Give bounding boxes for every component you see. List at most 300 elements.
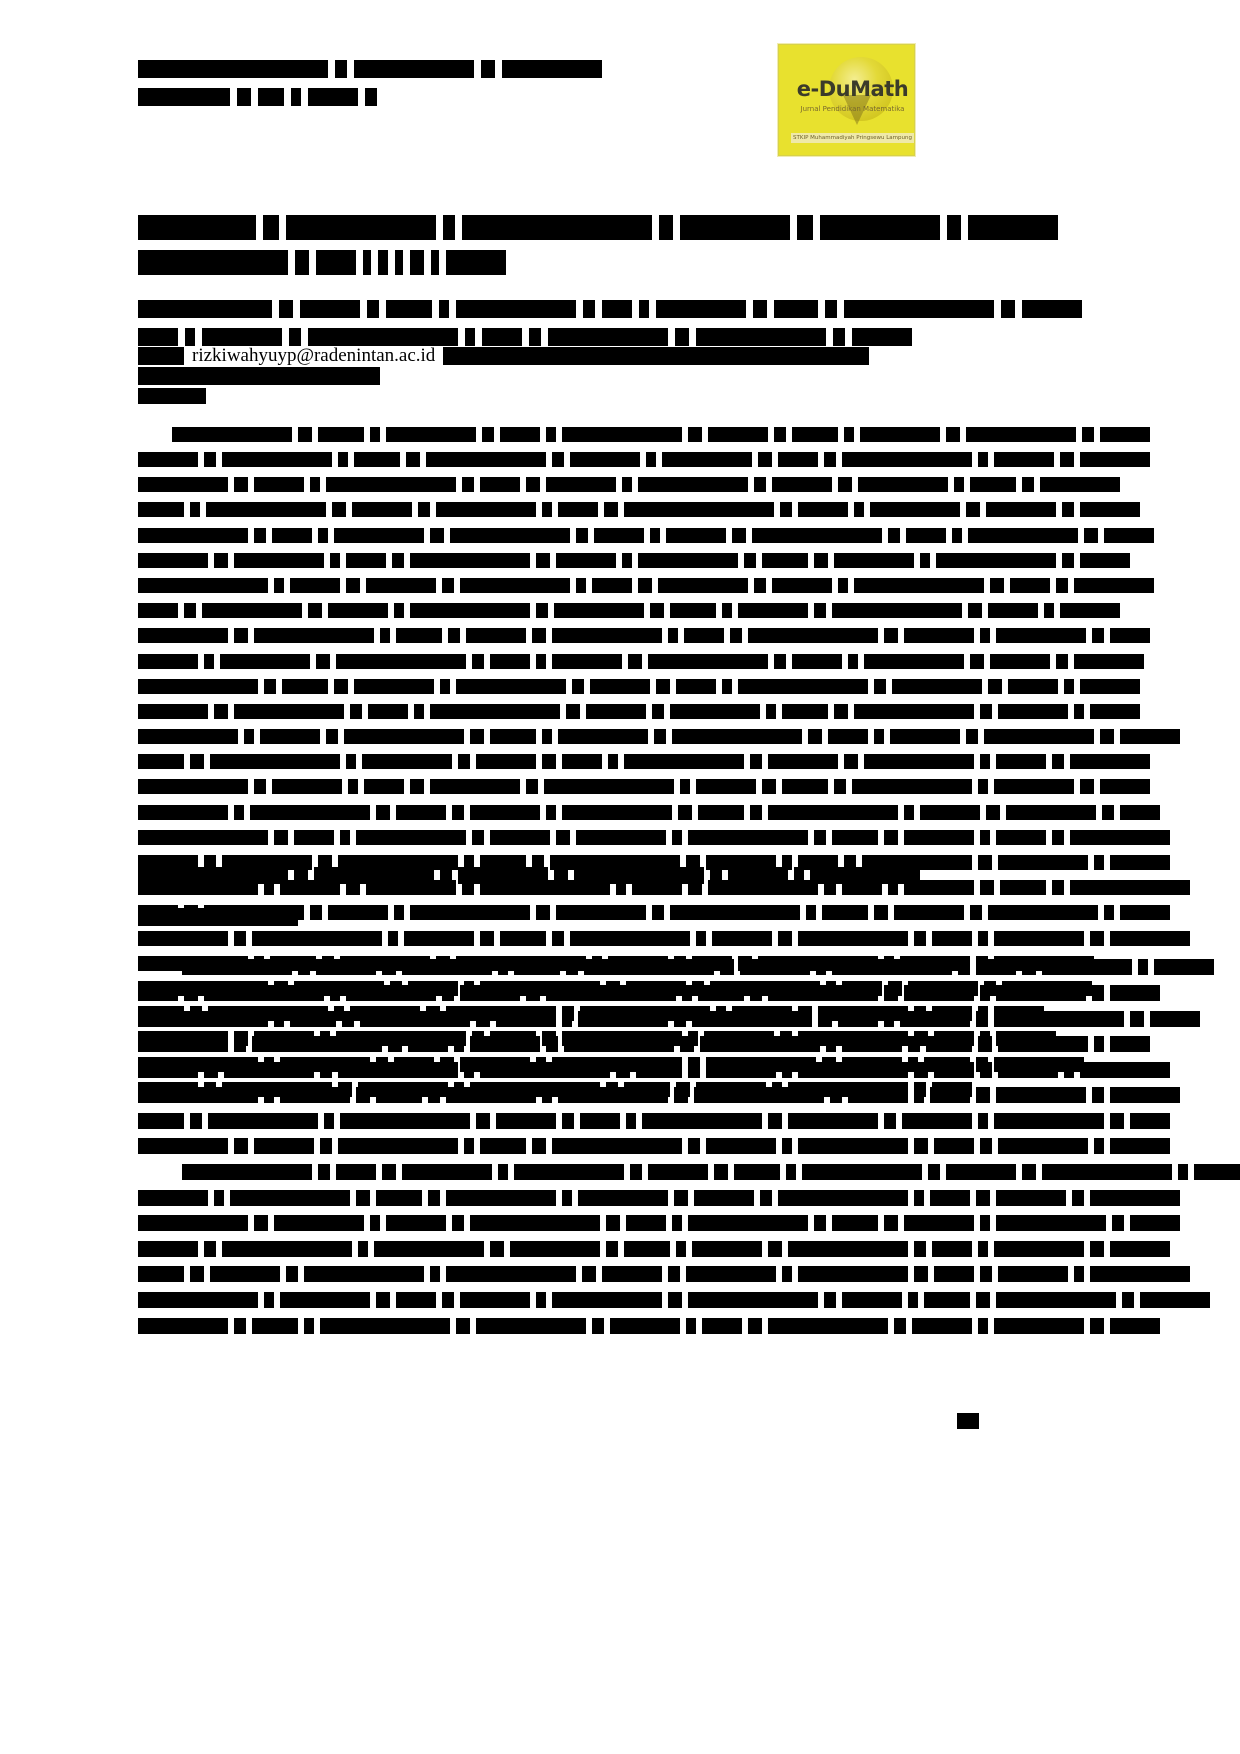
redacted-word	[978, 931, 988, 946]
redacted-word	[410, 779, 424, 794]
redacted-word	[674, 1190, 688, 1206]
redacted-word	[1070, 754, 1150, 769]
redacted-word	[454, 1036, 464, 1052]
redacted-word	[688, 1215, 808, 1231]
redacted-word	[490, 1241, 504, 1257]
redacted-word	[204, 1241, 216, 1257]
redacted-word	[222, 452, 332, 467]
redacted-word	[978, 1036, 992, 1052]
redacted-word	[346, 754, 356, 769]
redacted-word	[768, 805, 898, 820]
redacted-word	[408, 1036, 448, 1052]
redacted-word	[138, 1266, 184, 1282]
redacted-word	[546, 985, 676, 1001]
redacted-word	[1094, 1138, 1104, 1154]
redacted-line	[138, 677, 993, 695]
redacted-word	[370, 427, 380, 442]
redacted-word	[980, 1215, 990, 1231]
redacted-word	[138, 1190, 208, 1206]
redacted-word	[686, 1266, 776, 1282]
redacted-word	[354, 452, 400, 467]
redacted-word	[442, 985, 454, 1001]
email-prefix-redaction	[138, 347, 184, 364]
redacted-word	[410, 603, 530, 618]
redacted-word	[844, 754, 858, 769]
redacted-word	[976, 959, 1016, 975]
redacted-word	[874, 729, 884, 744]
redacted-word	[668, 1266, 680, 1282]
redacted-word	[768, 1113, 782, 1129]
redacted-word	[1074, 578, 1154, 593]
redacted-word	[254, 528, 266, 543]
redacted-word	[788, 1113, 878, 1129]
redacted-word	[1070, 830, 1170, 845]
redacted-word	[138, 477, 228, 492]
redacted-word	[1104, 905, 1114, 920]
redacted-word	[308, 88, 358, 106]
redacted-word	[558, 729, 648, 744]
redacted-word	[250, 805, 370, 820]
redacted-word	[980, 830, 990, 845]
redacted-word	[670, 603, 716, 618]
redacted-word	[762, 779, 776, 794]
redacted-word	[870, 502, 960, 517]
redacted-word	[546, 427, 556, 442]
redacted-word	[460, 578, 570, 593]
redacted-word	[308, 328, 458, 346]
redacted-word	[852, 779, 972, 794]
redacted-word	[662, 452, 752, 467]
redacted-word	[672, 830, 682, 845]
redacted-word	[356, 1190, 370, 1206]
redacted-word	[990, 578, 1004, 593]
redacted-word	[138, 779, 248, 794]
redacted-word	[1052, 880, 1064, 895]
redacted-word	[1090, 1266, 1190, 1282]
redacted-word	[318, 427, 364, 442]
redacted-word	[138, 60, 328, 78]
redacted-word	[994, 1011, 1124, 1027]
redacted-word	[254, 628, 374, 643]
redacted-word	[780, 502, 792, 517]
redacted-word	[346, 578, 360, 593]
redacted-line	[138, 1265, 998, 1283]
redacted-word	[978, 1241, 988, 1257]
redacted-word	[446, 1087, 536, 1103]
redacted-word	[138, 1036, 228, 1052]
redacted-word	[926, 1036, 972, 1052]
redacted-word	[914, 1190, 924, 1206]
redacted-word	[536, 603, 548, 618]
redacted-word	[902, 1113, 972, 1129]
redacted-word	[706, 1138, 776, 1154]
redacted-word	[138, 502, 184, 517]
redacted-word	[294, 867, 308, 884]
redacted-word	[1090, 931, 1104, 946]
redacted-word	[754, 578, 766, 593]
redacted-word	[394, 603, 404, 618]
redacted-word	[696, 931, 706, 946]
redacted-word	[994, 931, 1084, 946]
redacted-word	[532, 628, 546, 643]
redacted-line	[138, 828, 993, 846]
redacted-word	[768, 754, 838, 769]
redacted-word	[536, 553, 550, 568]
redacted-word	[734, 1164, 780, 1180]
redacted-word	[832, 959, 952, 975]
redacted-word	[481, 60, 495, 78]
redacted-word	[326, 477, 456, 492]
redacted-word	[360, 1011, 470, 1027]
redacted-word	[365, 88, 377, 106]
redacted-word	[138, 215, 256, 240]
redacted-word	[254, 1215, 268, 1231]
redacted-word	[966, 729, 978, 744]
redacted-line	[138, 1035, 998, 1053]
redacted-word	[602, 300, 632, 318]
redacted-word	[464, 1138, 474, 1154]
redacted-word	[456, 679, 566, 694]
redacted-word	[548, 328, 668, 346]
redacted-word	[842, 452, 972, 467]
redacted-word	[1104, 528, 1154, 543]
redacted-word	[894, 905, 964, 920]
redacted-word	[562, 1190, 572, 1206]
redacted-word	[414, 704, 424, 719]
redacted-word	[138, 628, 228, 643]
corresponding-email-row	[138, 345, 968, 369]
redacted-word	[654, 729, 666, 744]
redacted-word	[628, 654, 642, 669]
redacted-word	[786, 1164, 796, 1180]
redacted-word	[832, 1215, 878, 1231]
redacted-word	[286, 1266, 298, 1282]
redacted-line	[138, 551, 993, 569]
redacted-word	[682, 985, 692, 1001]
redacted-word	[952, 528, 962, 543]
redacted-word	[772, 578, 832, 593]
redacted-word	[430, 704, 560, 719]
redacted-word	[760, 1190, 772, 1206]
redacted-word	[476, 1011, 490, 1027]
redacted-word	[258, 367, 328, 385]
redacted-word	[698, 805, 744, 820]
redacted-word	[1110, 1241, 1170, 1257]
redacted-line	[138, 1214, 998, 1232]
redacted-word	[630, 1164, 642, 1180]
redacted-line	[138, 627, 993, 645]
redacted-word	[536, 654, 546, 669]
redacted-word	[554, 603, 644, 618]
redacted-word	[346, 553, 386, 568]
redacted-word	[914, 1138, 928, 1154]
redacted-word	[1074, 704, 1084, 719]
redacted-word	[404, 931, 474, 946]
redacted-word	[386, 300, 432, 318]
redacted-word	[1110, 855, 1170, 870]
redacted-word	[480, 477, 520, 492]
redacted-word	[864, 754, 974, 769]
redacted-word	[696, 779, 756, 794]
redacted-word	[340, 830, 350, 845]
redacted-word	[676, 1241, 686, 1257]
redacted-word	[656, 679, 670, 694]
redacted-word	[936, 553, 1056, 568]
redacted-word	[1062, 502, 1074, 517]
redacted-word	[1000, 880, 1046, 895]
redacted-word	[816, 959, 826, 975]
redacted-word	[768, 1318, 888, 1334]
redacted-word	[138, 1138, 228, 1154]
redacted-word	[1140, 1292, 1210, 1308]
redacted-word	[234, 805, 244, 820]
redacted-word	[668, 628, 678, 643]
redacted-word	[980, 985, 990, 1001]
redacted-word	[1110, 931, 1190, 946]
redacted-word	[1154, 959, 1214, 975]
redacted-word	[1044, 603, 1054, 618]
redacted-word	[342, 1011, 354, 1027]
redacted-word	[650, 603, 664, 618]
redacted-word	[854, 704, 974, 719]
redacted-word	[996, 985, 1086, 1001]
redacted-word	[1110, 985, 1160, 1001]
redacted-word	[1042, 1164, 1172, 1180]
page-number	[957, 1413, 979, 1429]
redacted-word	[190, 1113, 202, 1129]
redacted-word	[382, 959, 396, 975]
redacted-word	[558, 1087, 668, 1103]
redacted-word	[594, 528, 644, 543]
redacted-word	[378, 250, 388, 275]
redacted-word	[748, 628, 878, 643]
redacted-word	[934, 1266, 974, 1282]
redacted-word	[658, 578, 748, 593]
redacted-word	[884, 985, 898, 1001]
redacted-word	[382, 1164, 396, 1180]
redacted-word	[224, 1062, 314, 1078]
redacted-word	[608, 754, 618, 769]
redacted-word	[320, 1062, 332, 1078]
redacted-word	[832, 603, 962, 618]
redacted-line	[138, 702, 993, 720]
redacted-word	[1178, 1164, 1188, 1180]
redacted-word	[500, 931, 546, 946]
redacted-word	[624, 1241, 670, 1257]
redacted-word	[406, 452, 420, 467]
redacted-word	[782, 1138, 792, 1154]
redacted-word	[678, 805, 692, 820]
redacted-word	[320, 1138, 332, 1154]
redacted-word	[990, 654, 1050, 669]
redacted-word	[622, 553, 632, 568]
redacted-word	[564, 1036, 674, 1052]
redacted-word	[968, 528, 1078, 543]
redacted-word	[708, 427, 768, 442]
redacted-word	[1084, 528, 1098, 543]
redacted-line	[138, 1137, 998, 1155]
redacted-word	[336, 654, 466, 669]
redacted-word	[986, 805, 1000, 820]
redacted-word	[466, 628, 526, 643]
redacted-word	[1064, 1062, 1074, 1078]
redacted-word	[934, 1138, 974, 1154]
redacted-word	[688, 1062, 700, 1078]
redacted-word	[996, 1087, 1086, 1103]
redacted-word	[844, 300, 994, 318]
redacted-word	[364, 779, 404, 794]
redacted-word	[860, 427, 940, 442]
redacted-word	[783, 347, 795, 365]
redacted-word	[248, 367, 258, 385]
redacted-word	[185, 328, 195, 346]
redacted-word	[477, 347, 489, 365]
redacted-word	[328, 367, 340, 385]
redacted-word	[138, 1241, 198, 1257]
redacted-word	[1080, 452, 1150, 467]
redacted-word	[234, 931, 246, 946]
redacted-word	[260, 729, 320, 744]
redacted-word	[606, 1241, 618, 1257]
logo-footer-text: STKIP Muhammadiyah Pringsewu Lampung	[791, 133, 914, 143]
redacted-word	[792, 654, 842, 669]
redacted-word	[686, 1318, 696, 1334]
redacted-word	[693, 347, 783, 365]
redacted-word	[680, 779, 690, 794]
redacted-word	[190, 754, 204, 769]
redacted-word	[1102, 805, 1114, 820]
redacted-word	[184, 603, 196, 618]
redacted-word	[848, 654, 858, 669]
redacted-word	[452, 1215, 464, 1231]
logo-subtitle-text: Jurnal Pendidikan Matematika	[800, 105, 905, 113]
redacted-word	[914, 1241, 926, 1257]
redacted-word	[210, 1266, 280, 1282]
redacted-line	[138, 1060, 998, 1078]
redacted-line	[138, 929, 993, 947]
redacted-word	[552, 452, 564, 467]
redacted-word	[446, 1266, 576, 1282]
redacted-word	[740, 959, 810, 975]
redacted-word	[958, 959, 970, 975]
redacted-word	[272, 779, 342, 794]
redacted-word	[138, 328, 178, 346]
redacted-word	[234, 1036, 246, 1052]
redacted-word	[1110, 1113, 1124, 1129]
redacted-word	[318, 1164, 330, 1180]
redacted-word	[980, 1062, 992, 1078]
journal-logo-graphic	[785, 51, 912, 149]
redacted-word	[976, 1011, 988, 1027]
redacted-word	[510, 1241, 600, 1257]
redacted-word	[814, 830, 826, 845]
redacted-word	[884, 1215, 898, 1231]
redacted-word	[924, 1292, 970, 1308]
redacted-word	[258, 88, 284, 106]
redacted-word	[138, 388, 206, 404]
redacted-word	[340, 367, 380, 385]
redacted-word	[838, 578, 848, 593]
redacted-word	[204, 985, 324, 1001]
redacted-word	[376, 1292, 390, 1308]
redacted-word	[1080, 779, 1094, 794]
redacted-word	[978, 1113, 988, 1129]
redacted-word	[626, 1113, 636, 1129]
redacted-word	[576, 528, 588, 543]
redacted-word	[604, 502, 618, 517]
redacted-word	[489, 347, 549, 365]
redacted-word	[334, 679, 348, 694]
redacted-word	[346, 985, 436, 1001]
redacted-word	[904, 1215, 974, 1231]
redacted-word	[998, 704, 1068, 719]
redacted-word	[968, 215, 1058, 240]
redacted-word	[1122, 1292, 1134, 1308]
redacted-word	[892, 679, 982, 694]
redacted-word	[1130, 1113, 1170, 1129]
redacted-word	[978, 452, 988, 467]
redacted-word	[514, 1164, 624, 1180]
redacted-word	[624, 754, 744, 769]
redacted-word	[430, 528, 444, 543]
redacted-word	[304, 1266, 424, 1282]
redacted-word	[456, 300, 576, 318]
redacted-word	[688, 1138, 700, 1154]
redacted-word	[1110, 1087, 1180, 1103]
redacted-word	[482, 328, 522, 346]
redacted-word	[570, 931, 690, 946]
redacted-word	[570, 452, 640, 467]
redacted-word	[590, 679, 650, 694]
redacted-word	[606, 1215, 620, 1231]
redacted-line	[138, 300, 968, 318]
redacted-word	[702, 1318, 742, 1334]
redacted-word	[1082, 427, 1094, 442]
redacted-word	[858, 477, 948, 492]
redacted-word	[782, 779, 828, 794]
redacted-word	[367, 300, 379, 318]
redacted-word	[214, 553, 228, 568]
redacted-word	[795, 347, 855, 365]
redacted-word	[826, 1036, 836, 1052]
redacted-word	[286, 215, 436, 240]
redacted-line	[138, 1240, 998, 1258]
redacted-word	[680, 215, 790, 240]
redacted-word	[138, 1062, 198, 1078]
redacted-word	[182, 1164, 312, 1180]
redacted-word	[732, 528, 746, 543]
redacted-word	[562, 1011, 572, 1027]
redacted-line	[138, 727, 993, 745]
redacted-word	[652, 905, 664, 920]
redacted-word	[436, 502, 536, 517]
redacted-word	[338, 1062, 458, 1078]
redacted-word	[1022, 477, 1034, 492]
corresponding-email-text[interactable]: rizkiwahyuyp@radenintan.ac.id	[192, 345, 436, 366]
redacted-word	[970, 905, 982, 920]
redacted-word	[556, 553, 616, 568]
redacted-word	[825, 300, 837, 318]
redacted-word	[774, 427, 786, 442]
redacted-word	[1060, 452, 1074, 467]
redacted-word	[264, 679, 276, 694]
redacted-word	[966, 502, 980, 517]
redacted-word	[996, 1292, 1116, 1308]
redacted-word	[318, 528, 328, 543]
redacted-word	[1080, 502, 1140, 517]
redacted-word	[208, 1113, 318, 1129]
redacted-word	[768, 985, 878, 1001]
